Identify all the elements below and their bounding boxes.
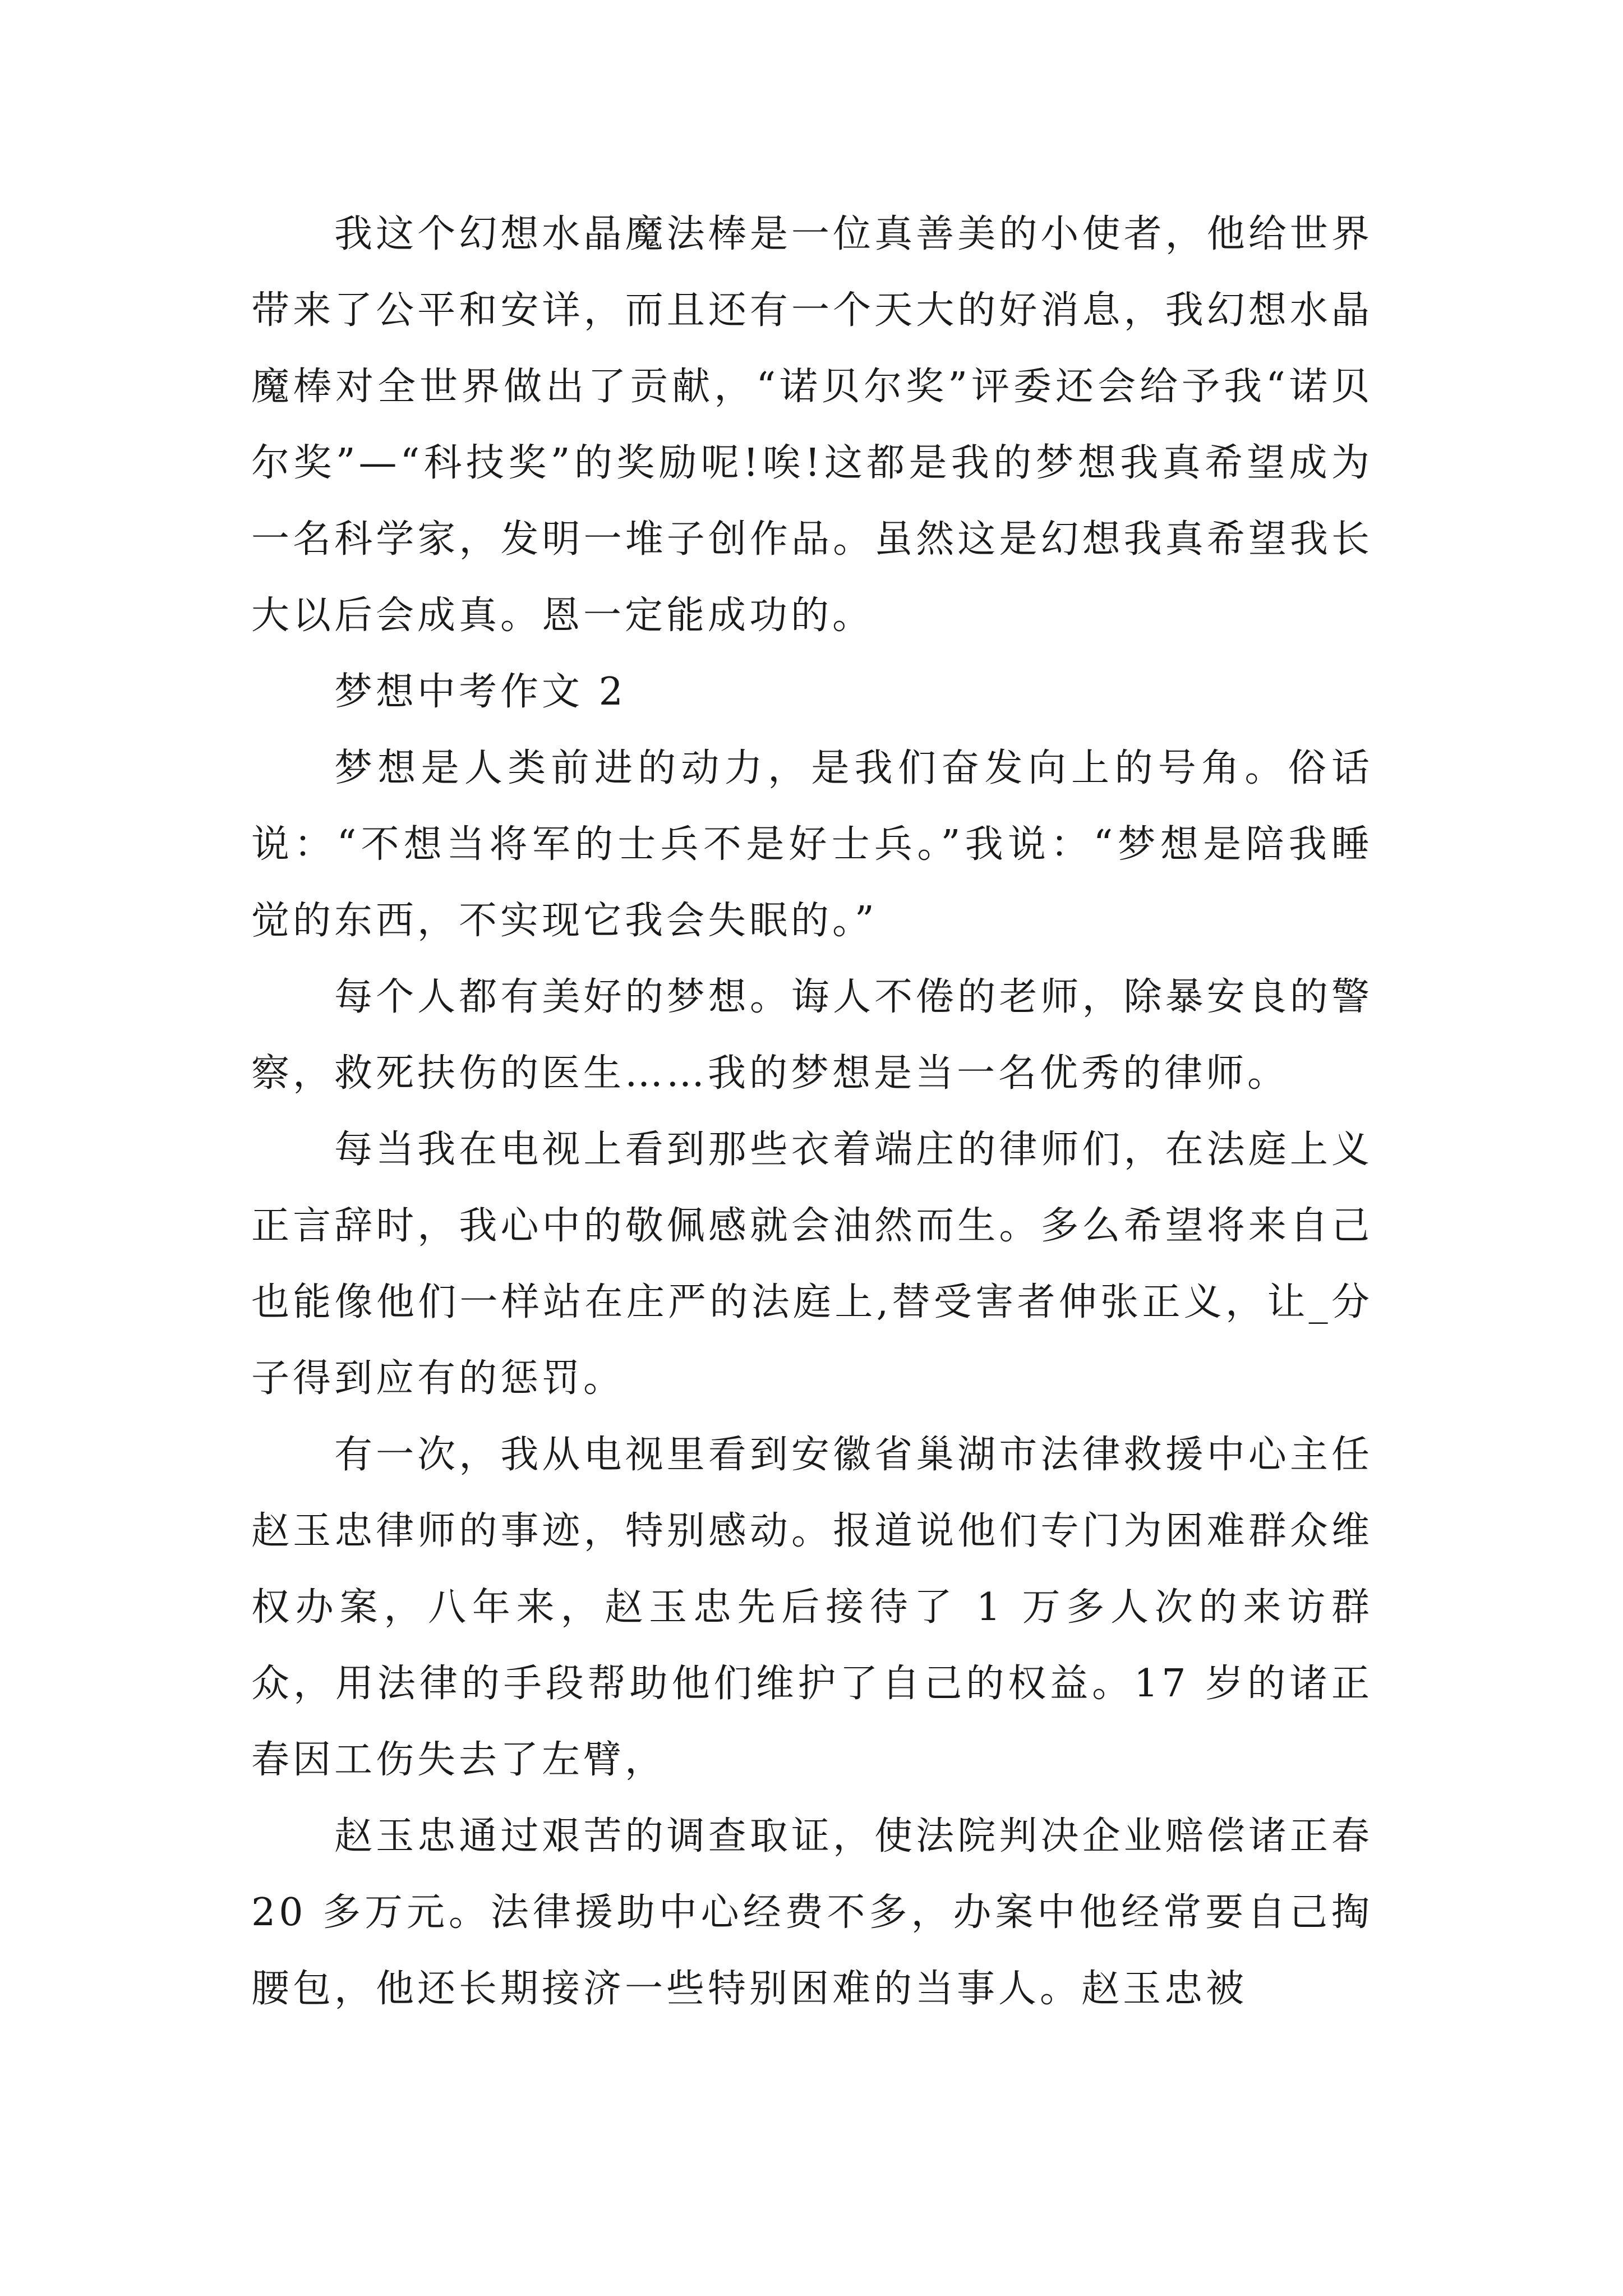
paragraph: 赵玉忠通过艰苦的调查取证，使法院判决企业赔偿诸正春 20 多万元。法律援助中心经费不多，办案中他经常要自己掏腰包，他还长期接济一些特别困难的当事人。赵玉忠被	[251, 1814, 1373, 2011]
paragraph: 我这个幻想水晶魔法棒是一位真善美的小使者，他给世界带来了公平和安详，而且还有一个天大的好消息，我幻想水晶魔棒对全世界做出了贡献，“诺贝尔奖”评委还会给予我“诺贝尔奖”—“科技奖”的奖励呢!唉!这都是我的梦想我真希望成为一名科学家，发明一堆子创作品。虽然这是幻想我真希望我长大以后会成真。恩一定能成功的。	[251, 212, 1373, 638]
paragraph: 每当我在电视上看到那些衣着端庄的律师们，在法庭上义正言辞时，我心中的敬佩感就会油然而生。多么希望将来自己也能像他们一样站在庄严的法庭上,替受害者伸张正义，让_分子得到应有的惩罚。	[251, 1128, 1373, 1401]
paragraph: 有一次，我从电视里看到安徽省巢湖市法律救援中心主任赵玉忠律师的事迹，特别感动。报道说他们专门为困难群众维权办案，八年来，赵玉忠先后接待了 1 万多人次的来访群众，用法律的手段帮助他们维护了自己的权益。17 岁的诸正春因工伤失去了左臂，	[251, 1433, 1373, 1782]
document-body	[251, 196, 1373, 2027]
paragraph: 梦想是人类前进的动力，是我们奋发向上的号角。俗话说：“不想当将军的士兵不是好士兵。”我说：“梦想是陪我睡觉的东西，不实现它我会失眠的。”	[251, 746, 1373, 943]
section-heading: 梦想中考作文 2	[334, 670, 626, 714]
paragraph: 每个人都有美好的梦想。诲人不倦的老师，除暴安良的警察，救死扶伤的医生……我的梦想是当一名优秀的律师。	[251, 975, 1373, 1096]
